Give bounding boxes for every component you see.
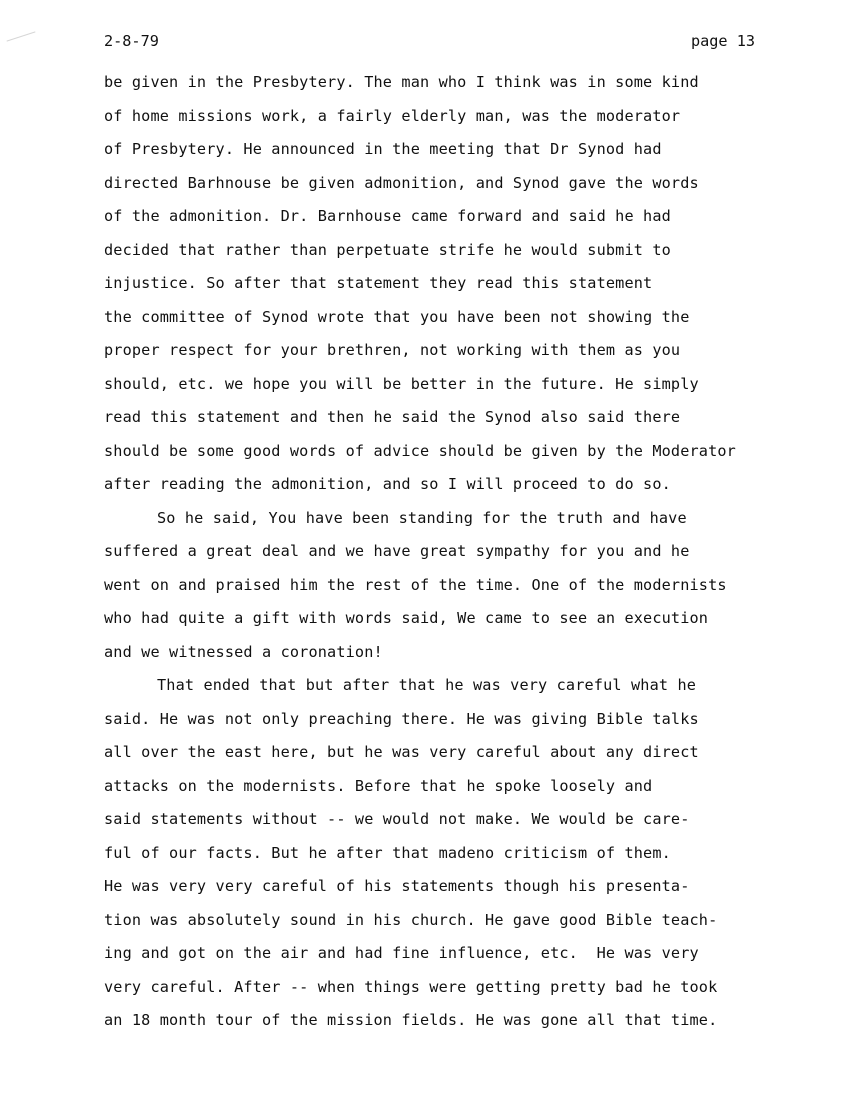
margin-pencil-mark — [7, 31, 36, 41]
text-line: said statements without -- we would not make. We would be care- — [104, 810, 690, 828]
text-line: and we witnessed a coronation! — [104, 642, 383, 661]
text-line-indented: That ended that but after that he was very careful what he — [157, 676, 697, 694]
text-line: proper respect for your brethren, not working with them as you — [104, 341, 681, 359]
text-line: said. He was not only preaching there. He was giving Bible talks — [104, 709, 699, 728]
text-line: tion was absolutely sound in his church. He gave good Bible teach- — [104, 910, 718, 929]
header-date: 2-8-79 — [104, 32, 159, 50]
page-header — [104, 29, 755, 53]
text-line: decided that rather than perpetuate strife he would submit to — [104, 240, 671, 259]
text-line: ing and got on the air and had fine influence, etc. He was very — [104, 944, 699, 962]
text-line: of the admonition. Dr. Barnhouse came forward and said he had — [104, 207, 671, 225]
text-line: attacks on the modernists. Before that he spoke loosely and — [104, 776, 653, 795]
text-line: directed Barhnouse be given admonition, and Synod gave the words — [104, 173, 699, 192]
text-line: suffered a great deal and we have great sympathy for you and he — [104, 542, 690, 560]
text-line: ful of our facts. But he after that madeno criticism of them. — [104, 843, 671, 862]
text-line: should, etc. we hope you will be better in the future. He simply — [104, 374, 699, 393]
body-text — [104, 66, 824, 1038]
text-line: should be some good words of advice should be given by the Moderator — [104, 441, 736, 460]
text-line: read this statement and then he said the Synod also said there — [104, 408, 681, 426]
text-line: He was very very careful of his statements though his presenta- — [104, 877, 690, 895]
text-line: after reading the admonition, and so I will proceed to do so. — [104, 475, 671, 493]
text-line: of home missions work, a fairly elderly man, was the moderator — [104, 106, 681, 125]
text-line: all over the east here, but he was very careful about any direct — [104, 743, 699, 761]
text-line: of Presbytery. He announced in the meeting that Dr Synod had — [104, 140, 662, 158]
text-line-indented: So he said, You have been standing for the truth and have — [157, 508, 687, 527]
text-line: an 18 month tour of the mission fields. He was gone all that time. — [104, 1011, 718, 1029]
text-line: the committee of Synod wrote that you have been not showing the — [104, 307, 690, 326]
header-page-number: page 13 — [690, 32, 755, 50]
text-line: who had quite a gift with words said, We came to see an execution — [104, 609, 709, 627]
text-line: went on and praised him the rest of the time. One of the modernists — [104, 575, 727, 594]
text-line: very careful. After -- when things were getting pretty bad he took — [104, 977, 718, 996]
text-line: be given in the Presbytery. The man who I think was in some kind — [104, 73, 699, 91]
text-line: injustice. So after that statement they read this statement — [104, 274, 653, 292]
